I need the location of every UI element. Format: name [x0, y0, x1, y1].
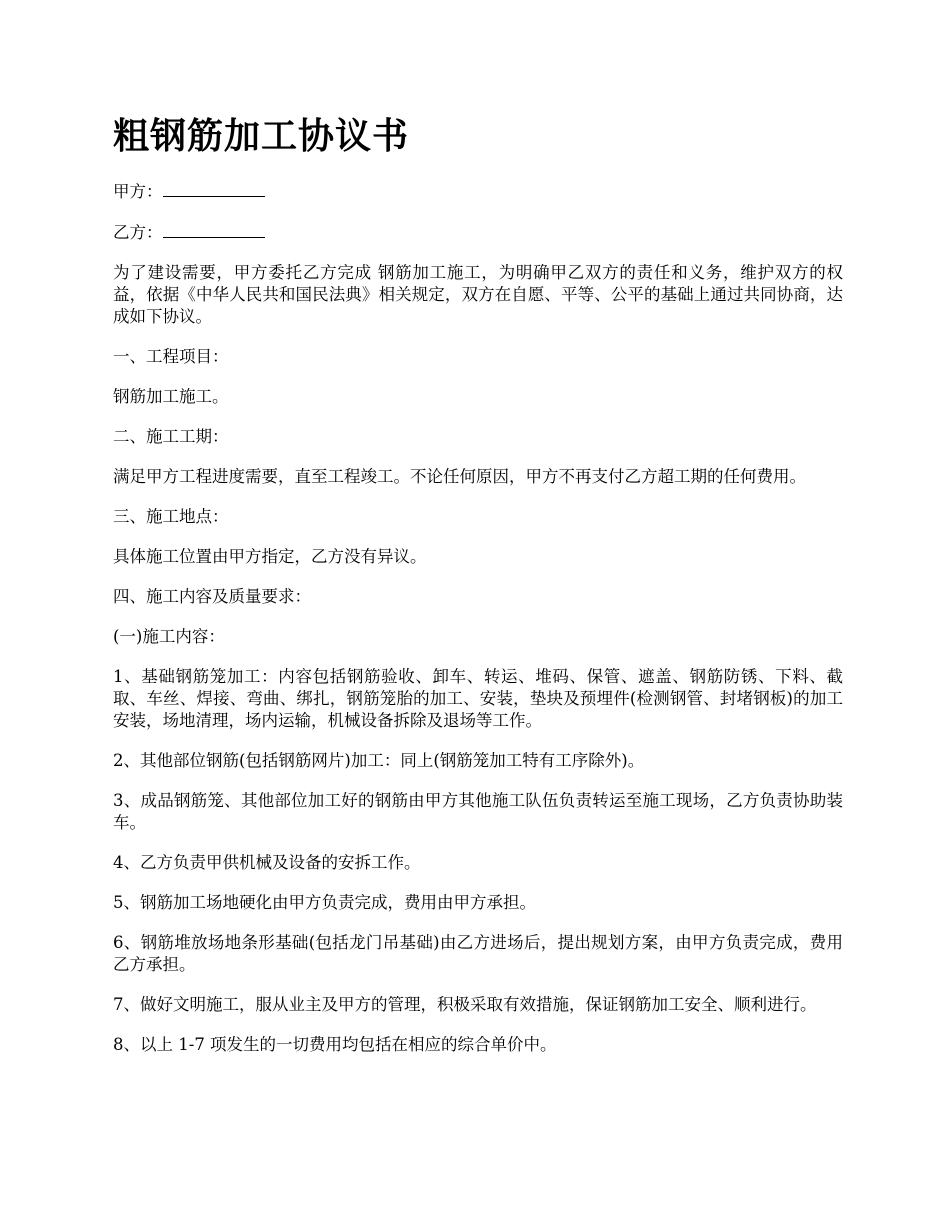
party-a-label: 甲方： [113, 182, 163, 201]
document-title: 粗钢筋加工协议书 [113, 115, 410, 157]
party-b-line [113, 221, 843, 244]
party-a-line [113, 180, 843, 203]
clause-6: 6、钢筋堆放场地条形基础(包括龙门吊基础)由乙方进场后，提出规划方案，由甲方负责完成，费用乙方承担。 [113, 933, 843, 974]
party-a-blank [163, 180, 265, 197]
intro-paragraph: 为了建设需要，甲方委托乙方完成 钢筋加工施工，为明确甲乙双方的责任和义务，维护双方的权益，依据《中华人民共和国民法典》相关规定，双方在自愿、平等、公平的基础上通过共同协商，达成如下协议。 [113, 263, 843, 326]
clause-8: 8、以上 1-7 项发生的一切费用均包括在相应的综合单价中。 [113, 1035, 557, 1054]
subsection-heading-content: (一)施工内容： [113, 627, 225, 646]
section-heading-schedule: 二、施工工期： [113, 427, 229, 446]
paragraph-location: 具体施工位置由甲方指定，乙方没有异议。 [113, 547, 427, 566]
clause-2: 2、其他部位钢筋(包括钢筋网片)加工：同上(钢筋笼加工特有工序除外)。 [113, 751, 645, 770]
clause-1: 1、基础钢筋笼加工：内容包括钢筋验收、卸车、转运、堆码、保管、遮盖、钢筋防锈、下料、截取、车丝、焊接、弯曲、绑扎，钢筋笼胎的加工、安装，垫块及预埋件(检测钢管、封堵钢板)的加工安装，场地清理，场内运输，机械设备拆除及退场等工作。 [113, 667, 843, 730]
clause-3: 3、成品钢筋笼、其他部位加工好的钢筋由甲方其他施工队伍负责转运至施工现场，乙方负责协助装车。 [113, 791, 843, 832]
clause-7: 7、做好文明施工，服从业主及甲方的管理，积极采取有效措施，保证钢筋加工安全、顺利进行。 [113, 995, 817, 1014]
section-heading-content-quality: 四、施工内容及质量要求： [113, 587, 311, 606]
section-heading-project: 一、工程项目： [113, 347, 229, 366]
party-b-label: 乙方： [113, 223, 163, 242]
paragraph-project: 钢筋加工施工。 [113, 387, 229, 406]
document-page [113, 110, 843, 1074]
paragraph-schedule: 满足甲方工程进度需要，直至工程竣工。不论任何原因，甲方不再支付乙方超工期的任何费用。 [113, 467, 806, 486]
clause-4: 4、乙方负责甲供机械及设备的安拆工作。 [113, 853, 421, 872]
section-heading-location: 三、施工地点： [113, 507, 229, 526]
party-b-blank [163, 221, 265, 238]
clause-5: 5、钢筋加工场地硬化由甲方负责完成，费用由甲方承担。 [113, 893, 536, 912]
